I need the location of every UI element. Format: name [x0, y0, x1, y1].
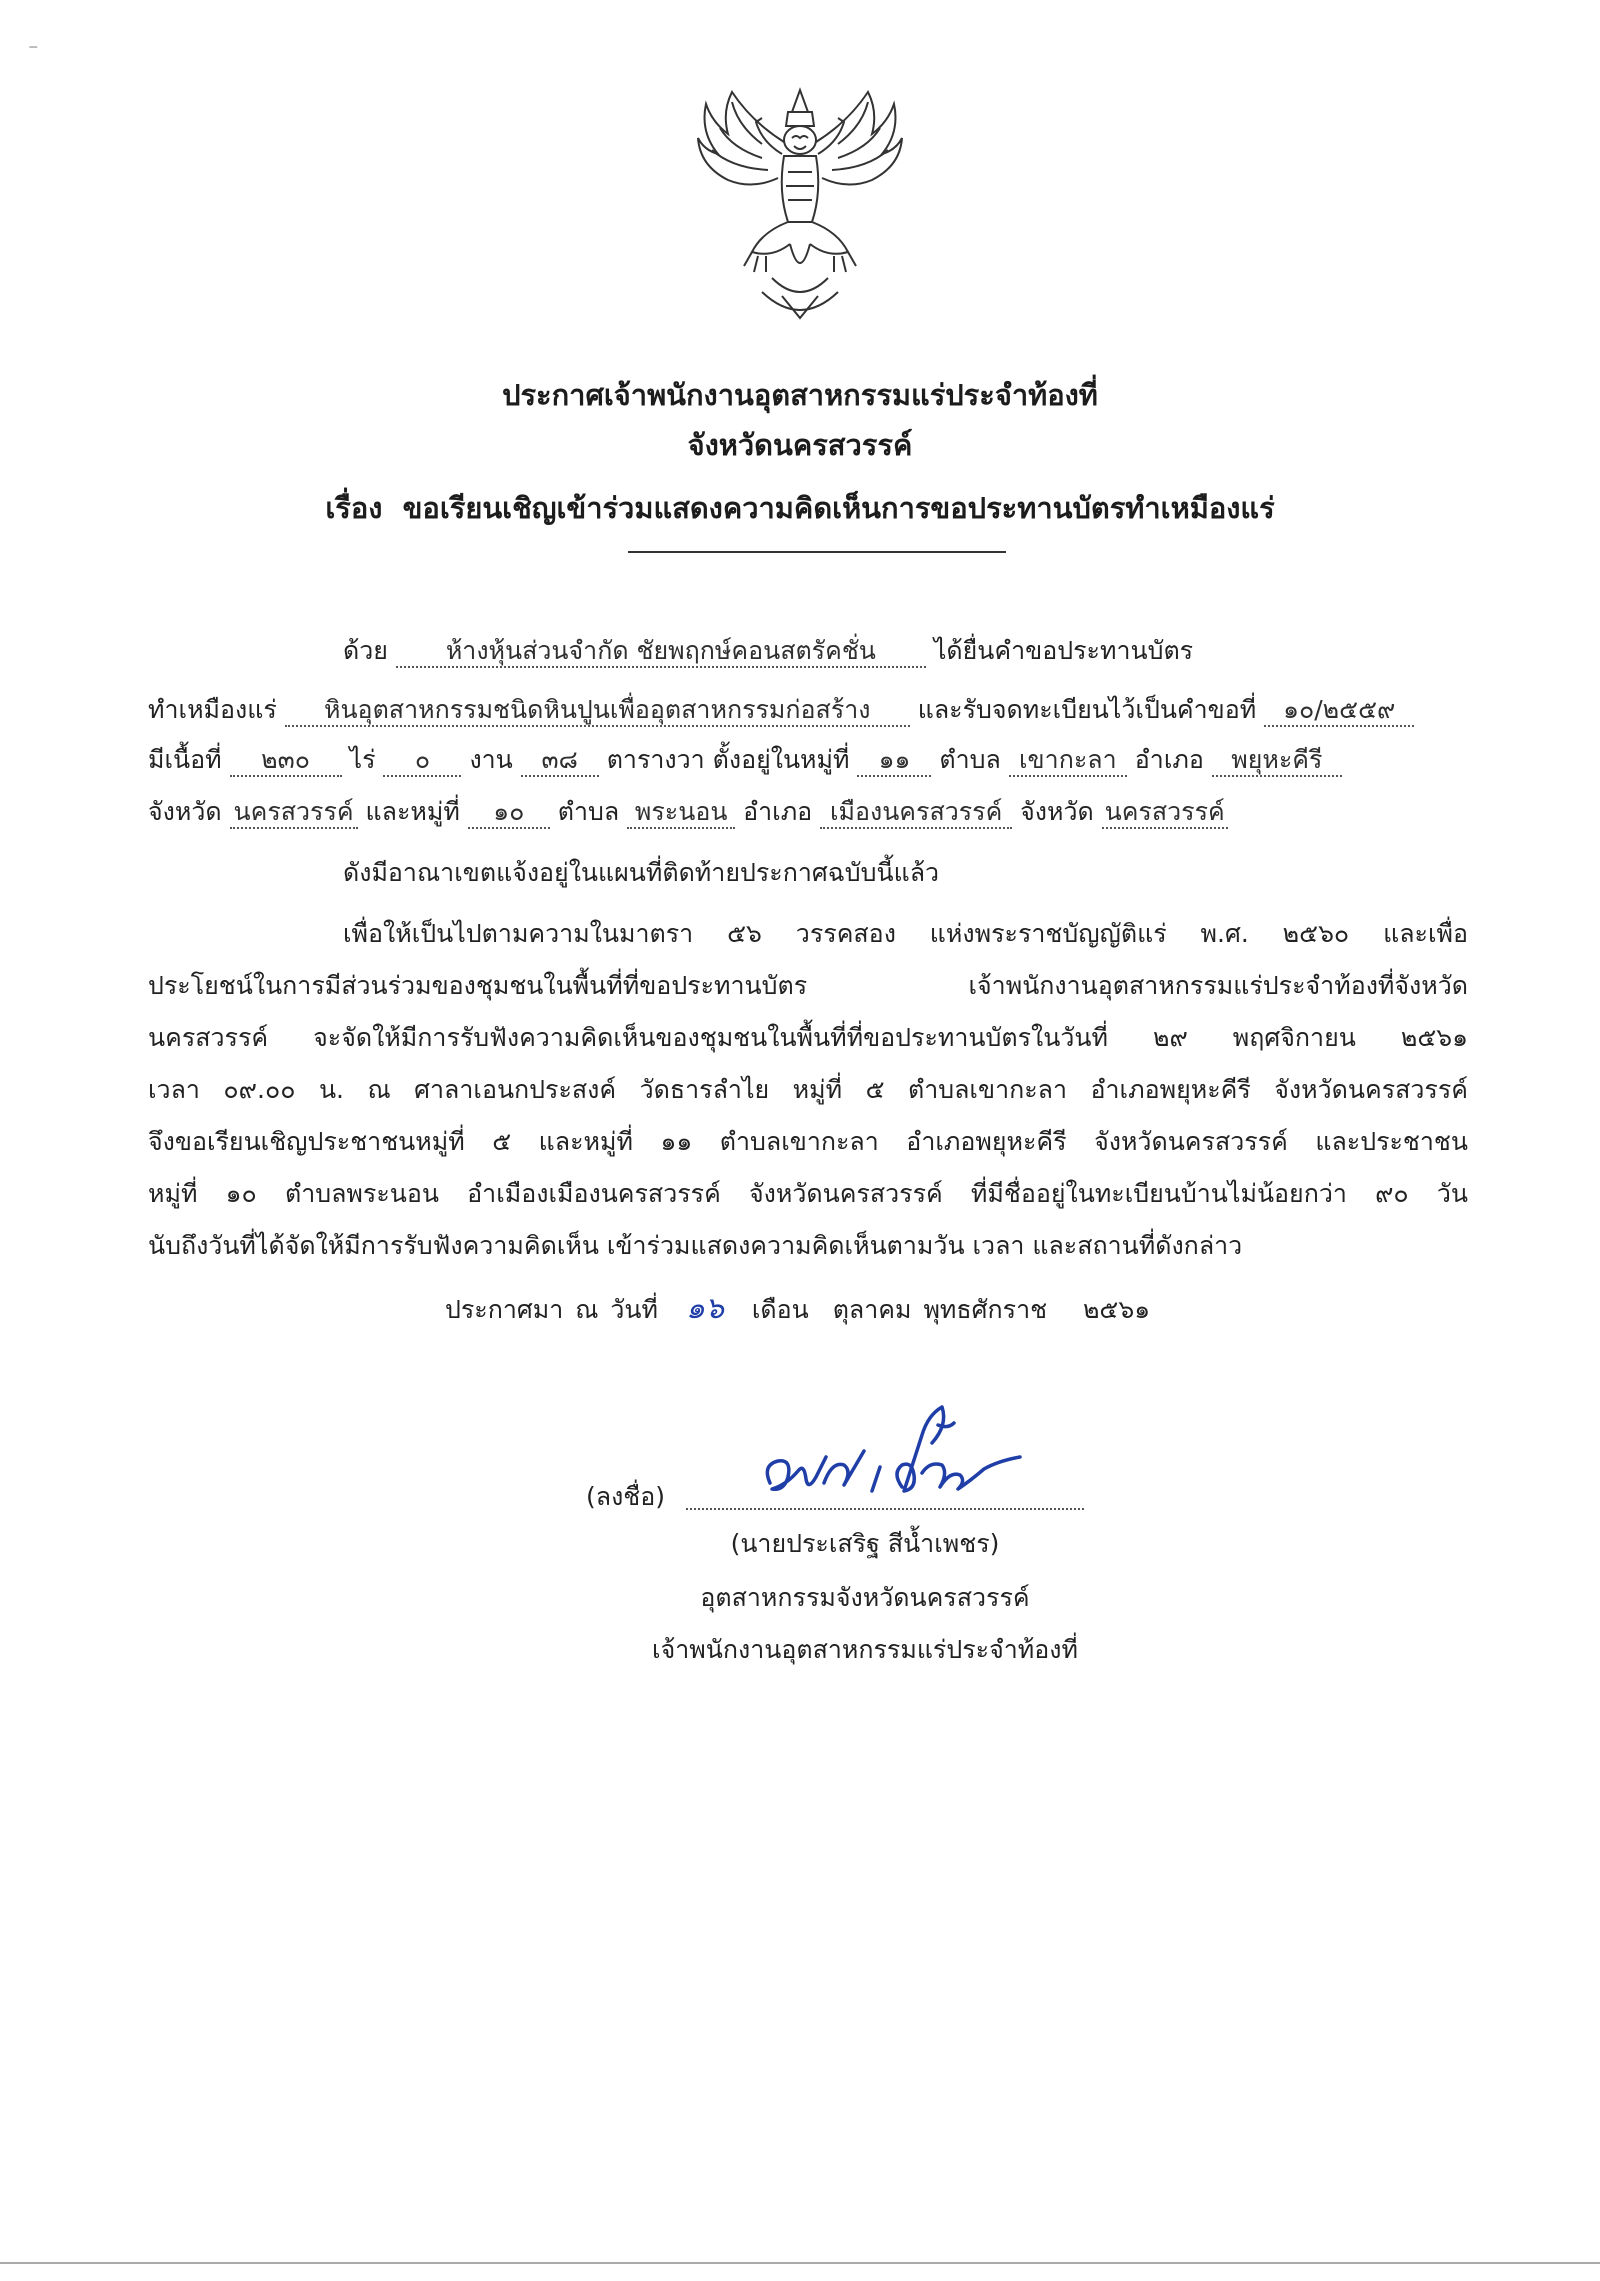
handwritten-signature: [752, 1395, 1032, 1510]
signer-name: (นายประเสริฐ สีน้ำเพชร): [730, 1529, 1000, 1558]
amphoe-2-field: เมืองนครสวรรค์: [820, 796, 1012, 829]
province-label-1: จังหวัด: [148, 797, 222, 826]
subject-heading: [0, 485, 1600, 531]
paragraph-line-5: จึงขอเรียนเชิญประชาชนหมู่ที่ ๕ และหมู่ที่ ๑๑ ตำบลเขากะลา อำเภอพยุหะคีรี จังหวัดนครสวรรค์ และประชาชน: [148, 1127, 1468, 1156]
amphoe-label-1: อำเภอ: [1134, 745, 1204, 774]
date-line: [445, 1285, 1150, 1332]
form-line-1: [343, 631, 1193, 671]
year-label: พุทธศักราช: [923, 1295, 1048, 1324]
by-label: ด้วย: [343, 636, 388, 665]
province-label-2: จังหวัด: [1020, 797, 1094, 826]
signer-title-1: อุตสาหกรรมจังหวัดนครสวรรค์: [700, 1583, 1030, 1612]
signer-title-2: เจ้าพนักงานอุตสาหกรรมแร่ประจำท้องที่: [652, 1635, 1078, 1664]
heading-divider: [628, 551, 1006, 553]
year-value: ๒๕๖๑: [1082, 1295, 1151, 1324]
province-2-field: นครสวรรค์: [1102, 796, 1228, 829]
ngan-label: งาน: [469, 745, 513, 774]
province-1-field: นครสวรรค์: [230, 796, 358, 829]
sign-label: (ลงชื่อ): [586, 1482, 666, 1511]
registered-label: และรับจดทะเบียนไว้เป็นคำขอที่: [917, 695, 1257, 724]
paragraph-line-2: ประโยชน์ในการมีส่วนร่วมของชุมชนในพื้นที่ที่ขอประทานบัตร เจ้าพนักงานอุตสาหกรรมแร่ประจำท้องที่จังหวัด: [148, 971, 1468, 1000]
rai-label: ไร่: [349, 745, 376, 774]
subject-text: ขอเรียนเชิญเข้าร่วมแสดงความคิดเห็นการขอประทานบัตรทำเหมืองแร่: [402, 491, 1275, 525]
paragraph-line-1: เพื่อให้เป็นไปตามความในมาตรา ๕๖ วรรคสอง แห่งพระราชบัญญัติแร่ พ.ศ. ๒๕๖๐ และเพื่อ: [343, 919, 1468, 948]
day-value: ๑๖: [685, 1291, 724, 1326]
wa-field: ๓๘: [521, 744, 599, 777]
announced-label: ประกาศมา ณ วันที่: [445, 1295, 658, 1324]
signature-line: [686, 1508, 1084, 1510]
form-line-3: [148, 740, 1342, 780]
and-moo-label: และหมู่ที่: [365, 797, 460, 826]
area-label: มีเนื้อที่: [148, 745, 222, 774]
tambon-1-field: เขากะลา: [1009, 744, 1127, 777]
tambon-label-2: ตำบล: [557, 797, 620, 826]
amphoe-label-2: อำเภอ: [743, 797, 813, 826]
garuda-emblem-icon: [692, 82, 908, 330]
form-line-4: [148, 792, 1228, 832]
moo-1-field: ๑๑: [857, 744, 931, 777]
mineral-field: หินอุตสาหกรรมชนิดหินปูนเพื่ออุตสาหกรรมก่อสร้าง: [285, 694, 910, 727]
paragraph-line-6: หมู่ที่ ๑๐ ตำบลพระนอน อำเมืองเมืองนครสวรรค์ จังหวัดนครสวรรค์ ที่มีชื่ออยู่ในทะเบียนบ้านไม่น้อยกว่า ๙๐ วัน: [148, 1179, 1468, 1208]
page-bottom-edge: [0, 2262, 1600, 2264]
ngan-field: ๐: [383, 744, 461, 777]
request-number-field: ๑๐/๒๕๕๙: [1264, 694, 1414, 727]
month-value: ตุลาคม: [832, 1295, 912, 1324]
paragraph-line-3: นครสวรรค์ จะจัดให้มีการรับฟังความคิดเห็นของชุมชนในพื้นที่ที่ขอประทานบัตรในวันที่ ๒๙ พฤศจิกายน ๒๕๖๑: [148, 1023, 1468, 1052]
tambon-label-1: ตำบล: [939, 745, 1001, 774]
paragraph-line-4: เวลา ๐๙.๐๐ น. ณ ศาลาเอนกประสงค์ วัดธารลำไย หมู่ที่ ๕ ตำบลเขากะลา อำเภอพยุหะคีรี จังหวัดนครสวรรค์: [148, 1075, 1468, 1104]
subject-label: เรื่อง: [325, 491, 383, 525]
amphoe-1-field: พยุหะคีรี: [1212, 744, 1342, 777]
mine-label: ทำเหมืองแร่: [148, 695, 277, 724]
heading-line-1: ประกาศเจ้าพนักงานอุตสาหกรรมแร่ประจำท้องที่: [502, 378, 1098, 412]
filed-label: ได้ยื่นคำขอประทานบัตร: [933, 636, 1194, 665]
map-note: ดังมีอาณาเขตแจ้งอยู่ในแผนที่ติดท้ายประกาศฉบับนี้แล้ว: [343, 858, 940, 887]
heading-line-2: จังหวัดนครสวรรค์: [687, 428, 913, 462]
scan-mark: ⁻: [28, 38, 39, 62]
form-line-2: [148, 690, 1414, 730]
wa-label: ตารางวา ตั้งอยู่ในหมู่ที่: [606, 745, 850, 774]
rai-field: ๒๓๐: [230, 744, 342, 777]
moo-2-field: ๑๐: [468, 796, 550, 829]
tambon-2-field: พระนอน: [627, 796, 735, 829]
paragraph-line-7: นับถึงวันที่ได้จัดให้มีการรับฟังความคิดเห็น เข้าร่วมแสดงความคิดเห็นตามวัน เวลา และสถานที่ดังกล่าว: [148, 1231, 1243, 1260]
applicant-field: ห้างหุ้นส่วนจำกัด ชัยพฤกษ์คอนสตรัคชั่น: [396, 635, 926, 668]
month-label: เดือน: [751, 1295, 809, 1324]
